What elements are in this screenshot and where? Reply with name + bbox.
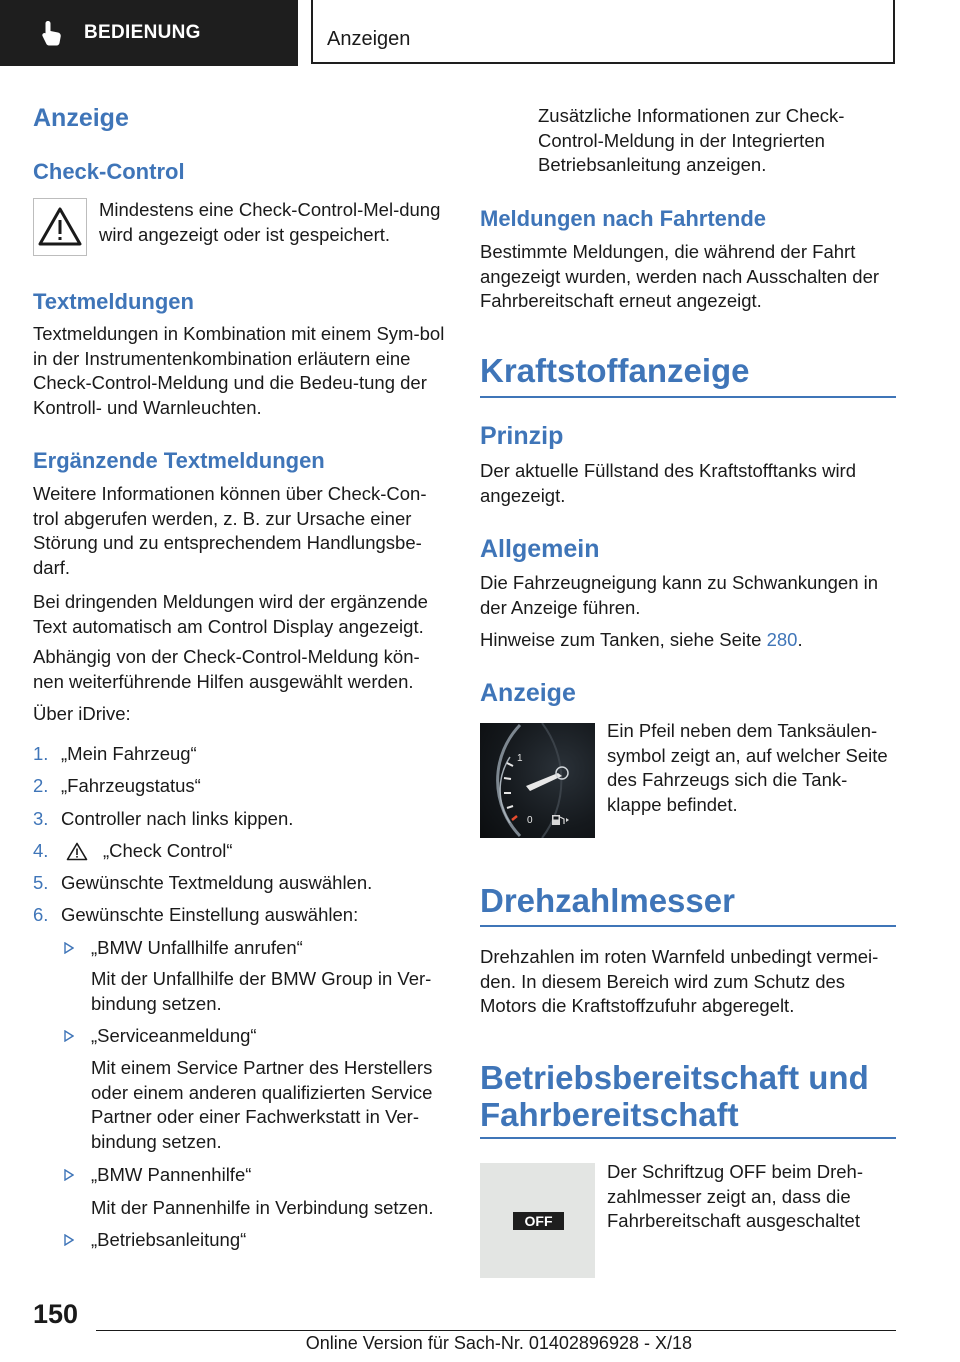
ergaenzende-paragraph-3 (33, 645, 447, 694)
list-number: 2. (33, 775, 49, 796)
option-title: „BMW Pannenhilfe“ (91, 1164, 252, 1185)
meldungen-text: Bestimmte Meldungen, die während der Fahrt angezeigt wurden, werden nach Ausschalten der Fahrbereitschaft erneut angezeigt. (480, 241, 880, 311)
heading-kraftstoffanzeige (480, 352, 896, 398)
fuel-gauge-graphic (480, 723, 595, 838)
list-text: „Fahrzeugstatus“ (61, 775, 201, 796)
heading-kraftstoffanzeige-text: Kraftstoffanzeige (480, 352, 750, 389)
warning-triangle-icon (66, 842, 88, 861)
heading-textmeldungen-text: Textmeldungen (33, 289, 194, 314)
prinzip-paragraph (480, 459, 896, 508)
heading-prinzip-text: Prinzip (480, 422, 564, 450)
heading-anzeige (33, 103, 447, 133)
list-number: 1. (33, 743, 49, 764)
option-title: „Serviceanmeldung“ (91, 1025, 257, 1046)
textmeldungen-text: Textmeldungen in Kombination mit einem Sym-bol in der Instrumentenkombination erläutern eine Check-Control-Meldung und die Bedeu-tung der Kontroll- und Warnleuchten. (33, 323, 445, 418)
anzeige-paragraph (607, 719, 897, 817)
heading-anzeige-right (480, 678, 896, 708)
fuel-pump-icon (552, 815, 569, 825)
footer-divider (96, 1330, 896, 1331)
meldungen-paragraph (480, 240, 896, 314)
hand-pointer-icon (38, 18, 68, 48)
list-text: Controller nach links kippen. (61, 808, 294, 829)
list-bullet-triangle-icon (64, 1169, 74, 1181)
list-bullet-triangle-icon (64, 942, 74, 954)
heading-drehzahlmesser (480, 882, 896, 927)
heading-meldungen-fahrtende (480, 205, 896, 233)
hinweise-paragraph (480, 628, 896, 653)
continued-paragraph (538, 104, 896, 178)
chapter-label: Anzeigen (327, 28, 411, 50)
section-label: BEDIENUNG (84, 22, 201, 43)
list-bullet-triangle-icon (64, 1030, 74, 1042)
option-description: Mit einem Service Partner des Herstellers oder einem anderen qualifizierten Service Partner oder einer Fachwerkstatt in Ver-bindung setzen. (91, 1057, 433, 1152)
heading-check-control (33, 158, 447, 186)
footer-version: Online Version für Sach-Nr. 01402896928 - X/18 (305, 1333, 692, 1353)
gauge-label-one: 1 (517, 753, 523, 764)
hinweise-text (480, 628, 896, 653)
heading-anzeige-text: Anzeige (33, 104, 129, 132)
chapter-tab (311, 0, 895, 64)
drehzahl-text: Drehzahlen im roten Warnfeld unbedingt vermei-den. In diesem Bereich wird zum Schutz des Motors die Kraftstoffzufuhr abgeregelt. (480, 946, 879, 1016)
list-text: „Check Control“ (103, 840, 233, 861)
heading-betriebsbereitschaft (480, 1059, 896, 1139)
page-number: 150 (33, 1299, 79, 1329)
ueber-idrive-paragraph (33, 702, 447, 727)
hinweise-suffix: . (797, 629, 803, 650)
heading-ergaenzende (33, 447, 447, 475)
option-title: „BMW Unfallhilfe anrufen“ (91, 937, 303, 958)
option-description: Mit der Unfallhilfe der BMW Group in Ver-bindung setzen. (91, 968, 432, 1014)
off-paragraph (607, 1160, 897, 1234)
list-text: Gewünschte Einstellung auswählen: (61, 904, 359, 925)
prinzip-text: Der aktuelle Füllstand des Kraftstofftanks wird angezeigt. (480, 460, 856, 506)
option-description: Mit der Pannenhilfe in Verbindung setzen. (91, 1197, 434, 1218)
ueber-idrive-text: Über iDrive: (33, 703, 131, 724)
drehzahl-paragraph (480, 945, 896, 1019)
ergaenzende-text-1: Weitere Informationen können über Check-Con-trol abgerufen werden, z. B. zur Ursache einer Störung und zu entsprechendem Handlungsbe-darf. (33, 483, 427, 578)
option-title: „Betriebsanleitung“ (91, 1229, 247, 1250)
section-tab (0, 0, 298, 66)
gauge-label-zero: 0 (527, 815, 533, 826)
list-text: „Mein Fahrzeug“ (61, 743, 197, 764)
off-text: Der Schriftzug OFF beim Dreh-zahlmesser zeigt an, dass die Fahrbereitschaft ausgeschaltet (607, 1161, 863, 1231)
heading-textmeldungen (33, 288, 447, 316)
off-display-image (480, 1163, 595, 1278)
continued-text: Zusätzliche Informationen zur Check-Control-Meldung in der Integrierten Betriebsanleitung anzeigen. (538, 105, 845, 175)
heading-check-control-text: Check-Control (33, 159, 185, 184)
list-number: 5. (33, 872, 49, 893)
check-control-paragraph (99, 198, 449, 247)
page-link-280[interactable]: 280 (766, 629, 798, 650)
off-badge: OFF (513, 1212, 564, 1230)
ergaenzende-paragraph-1 (33, 482, 447, 580)
ergaenzende-text-2: Bei dringenden Meldungen wird der ergänzende Text automatisch am Control Display angezeigt. (33, 591, 428, 637)
heading-betriebsbereitschaft-text: Betriebsbereitschaft und Fahrbereitschaft (480, 1059, 869, 1133)
list-number: 6. (33, 904, 49, 925)
allgemein-text: Die Fahrzeugneigung kann zu Schwankungen in der Anzeige führen. (480, 572, 879, 618)
warning-symbol-frame (33, 198, 87, 256)
heading-ergaenzende-text: Ergänzende Textmeldungen (33, 448, 325, 473)
heading-allgemein (480, 534, 896, 564)
heading-meldungen-fahrtende-text: Meldungen nach Fahrtende (480, 206, 767, 231)
ergaenzende-text-3: Abhängig von der Check-Control-Meldung kön-nen weiterführende Hilfen ausgewählt werden. (33, 646, 420, 692)
list-bullet-triangle-icon (64, 1234, 74, 1246)
ergaenzende-paragraph-2 (33, 590, 447, 639)
list-number: 3. (33, 808, 49, 829)
heading-prinzip (480, 421, 896, 451)
list-number: 4. (33, 840, 49, 861)
heading-allgemein-text: Allgemein (480, 535, 600, 563)
warning-triangle-icon (33, 198, 87, 256)
hinweise-prefix: Hinweise zum Tanken, siehe Seite (480, 629, 767, 650)
fuel-gauge-image (480, 723, 595, 838)
heading-anzeige-right-text: Anzeige (480, 679, 576, 707)
list-text: Gewünschte Textmeldung auswählen. (61, 872, 373, 893)
anzeige-text: Ein Pfeil neben dem Tanksäulen-symbol zeigt an, auf welcher Seite des Fahrzeugs sich die Tank-klappe befindet. (607, 720, 888, 815)
textmeldungen-paragraph (33, 322, 447, 420)
check-control-text: Mindestens eine Check-Control-Mel-dung wird angezeigt oder ist gespeichert. (99, 199, 441, 245)
allgemein-paragraph (480, 571, 896, 620)
heading-drehzahlmesser-text: Drehzahlmesser (480, 882, 735, 919)
